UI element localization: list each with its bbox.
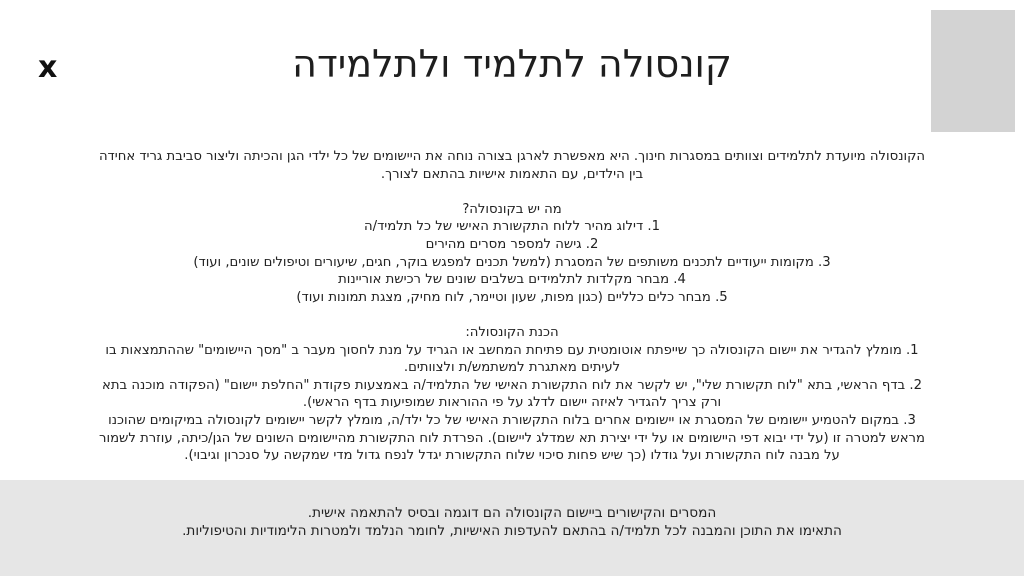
setup-line: על מבנה לוח התקשורת ועל גודלו (כך שיש פחות סיכוי שלוח התקשורת יגדל לנפח גדול מדי שמקשה על סנכרון וגיבוי).	[184, 448, 840, 464]
footer-line: המסרים והקישורים ביישום הקונסולה הם דוגמה ובסיס להתאמה אישית.	[307, 505, 717, 521]
image-placeholder	[931, 10, 1015, 132]
setup-heading: הכנת הקונסולה:	[465, 324, 559, 340]
feature-item: 2. גישה למספר מסרים מהירים	[425, 236, 599, 252]
page-title: קונסולה לתלמיד ולתלמידה	[292, 42, 732, 86]
footer-panel	[0, 480, 1024, 576]
setup-line: ורק צריך להגדיר לאיזה יישום לדלג על פי ההוראות שמופיעות בדף הראשי).	[302, 395, 722, 411]
feature-item: 1. דילוג מהיר ללוח התקשורת האישי של כל תלמיד/ה	[364, 219, 660, 235]
features-heading: מה יש בקונסולה?	[462, 201, 562, 217]
description-text	[26, 148, 998, 465]
footer-note	[26, 504, 998, 540]
setup-line: 3. במקום להטמיע יישומים של המסגרת או יישומים אחרים בלוח התקשורת האישי של כל ילד/ה, מומלץ לקשר יישומים לקונסולה במיקומים שהוכנו	[108, 412, 916, 428]
intro-line: הקונסולה מיועדת לתלמידים וצוותים במסגרות חינוך. היא מאפשרת לארגן בצורה נוחה את היישומים של כל ילדי הגן והכיתה וליצור סביבת גריד אחידה	[98, 149, 926, 164]
feature-item: 5. מבחר כלים כלליים (כגון מפות, שעון וטיימר, לוח מחיק, מצגת תמונות ועוד)	[296, 289, 728, 305]
intro-line: בין הילדים, עם התאמות אישיות בהתאם לצורך.	[380, 166, 644, 182]
setup-line: לעיתים מאתגרת למשתמש/ת ולצוותים.	[403, 360, 621, 376]
setup-line: מראש למטרה זו (על ידי יבוא דפי היישומים או על ידי יצירת תא שמדלג ליישום). הפרדת לוח התקשורת מהיישומים השונים של הגן/כיתה, עוזרת לשמור	[99, 430, 925, 446]
feature-item: 4. מבחר מקלדות לתלמידים בשלבים שונים של רכישת אוריינות	[338, 272, 686, 288]
close-button[interactable]: x	[38, 50, 58, 85]
setup-line: 1. מומלץ להגדיר את יישום הקונסולה כך שייפתח אוטומטית עם פתיחת המחשב או הגריד על מנת לחסוך מעבר ב "מסך היישומים" שההתמצאות בו	[105, 342, 919, 358]
setup-line: 2. בדף הראשי, בתא "לוח תקשורת שלי", יש לקשר את לוח התקשורת האישי של התלמיד/ה באמצעות פקודת "החלפת יישום" (הפקודה מוכנה בתא	[102, 377, 922, 393]
feature-item: 3. מקומות ייעודיים לתכנים משותפים של המסגרת (למשל תכנים למפגש בוקר, חגים, שיעורים וטיפולים שונים, ועוד)	[193, 254, 831, 270]
footer-line: התאימו את התוכן והמבנה לכל תלמיד/ה בהתאם להעדפות האישיות, לחומר הנלמד ולמטרות הלימודיות והטיפוליות.	[182, 523, 842, 539]
